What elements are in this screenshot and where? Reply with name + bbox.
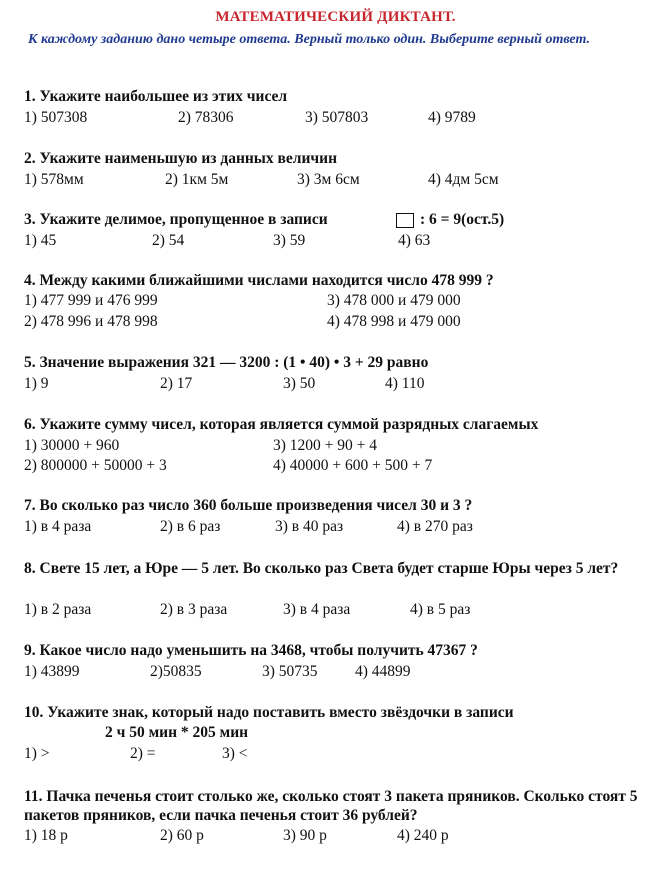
q11-option-4: 4) 240 р	[397, 827, 449, 844]
q2-option-2: 2) 1км 5м	[165, 171, 229, 188]
worksheet-title: МАТЕМАТИЧЕСКИЙ ДИКТАНТ.	[215, 9, 456, 25]
q9-option-4: 4) 44899	[355, 663, 411, 680]
q9-option-1: 1) 43899	[24, 663, 80, 680]
q10-option-3: 3) <	[222, 745, 248, 762]
q1-option-4: 4) 9789	[428, 109, 476, 126]
q4-option-1: 1) 477 999 и 476 999	[24, 292, 158, 309]
question-3: 3. Укажите делимое, пропущенное в записи	[24, 211, 328, 228]
q8-option-1: 1) в 2 раза	[24, 601, 92, 618]
q5-option-3: 3) 50	[283, 375, 316, 392]
q1-option-3: 3) 507803	[305, 109, 369, 126]
q5-option-1: 1) 9	[24, 375, 49, 392]
q6-option-4: 4) 40000 + 600 + 500 + 7	[273, 457, 433, 474]
question-5: 5. Значение выражения 321 — 3200 : (1 • 40) • 3 + 29 равно	[24, 354, 429, 371]
q10-option-2: 2) =	[130, 745, 156, 762]
q8-option-3: 3) в 4 раза	[283, 601, 351, 618]
q3-option-3: 3) 59	[273, 232, 306, 249]
q11-option-3: 3) 90 р	[283, 827, 327, 844]
q3-option-2: 2) 54	[152, 232, 185, 249]
q4-option-3: 3) 478 000 и 479 000	[327, 292, 461, 309]
q11-option-1: 1) 18 р	[24, 827, 68, 844]
q10-option-1: 1) >	[24, 745, 50, 762]
question-10: 10. Укажите знак, который надо поставить вместо звёздочки в записи	[24, 704, 514, 721]
missing-number-box	[396, 213, 414, 228]
q9-option-2: 2)50835	[150, 663, 202, 680]
q4-option-2: 2) 478 996 и 478 998	[24, 313, 158, 330]
q1-option-2: 2) 78306	[178, 109, 234, 126]
q2-option-3: 3) 3м 6см	[297, 171, 360, 188]
q11-option-2: 2) 60 р	[160, 827, 204, 844]
question-2: 2. Укажите наименьшую из данных величин	[24, 150, 338, 167]
question-11: 11. Пачка печенья стоит столько же, сколько стоят 3 пакета пряников. Сколько стоят 5 пакетов пряников, если пачка печенья стоит 36 рублей?	[24, 788, 638, 824]
q1-option-1: 1) 507308	[24, 109, 88, 126]
q7-option-1: 1) в 4 раза	[24, 518, 92, 535]
q6-option-2: 2) 800000 + 50000 + 3	[24, 457, 167, 474]
q5-option-4: 4) 110	[385, 375, 425, 392]
question-7: 7. Во сколько раз число 360 больше произведения чисел 30 и 3 ?	[24, 497, 473, 514]
q4-option-4: 4) 478 998 и 479 000	[327, 313, 461, 330]
instructions: К каждому заданию дано четыре ответа. Верный только один. Выберите верный ответ.	[28, 32, 591, 47]
question-8: 8. Свете 15 лет, а Юре — 5 лет. Во сколько раз Света будет старше Юры через 5 лет?	[24, 560, 619, 577]
q2-option-1: 1) 578мм	[24, 171, 84, 188]
q5-option-2: 2) 17	[160, 375, 193, 392]
question-4: 4. Между какими ближайшими числами находится число 478 999 ?	[24, 272, 494, 289]
q3-option-4: 4) 63	[398, 232, 431, 249]
q6-option-1: 1) 30000 + 960	[24, 437, 120, 454]
q10-expression: 2 ч 50 мин * 205 мин	[105, 724, 249, 741]
q6-option-3: 3) 1200 + 90 + 4	[273, 437, 378, 454]
question-1: 1. Укажите наибольшее из этих чисел	[24, 88, 288, 105]
q7-option-2: 2) в 6 раз	[160, 518, 221, 535]
q2-option-4: 4) 4дм 5см	[428, 171, 499, 188]
q7-option-3: 3) в 40 раз	[275, 518, 344, 535]
question-6: 6. Укажите сумму чисел, которая является суммой разрядных слагаемых	[24, 416, 539, 433]
q3-option-1: 1) 45	[24, 232, 57, 249]
q8-option-4: 4) в 5 раз	[410, 601, 471, 618]
question-9: 9. Какое число надо уменьшить на 3468, чтобы получить 47367 ?	[24, 642, 478, 659]
q3-expression: : 6 = 9(ост.5)	[420, 211, 505, 228]
q7-option-4: 4) в 270 раз	[397, 518, 473, 535]
q8-option-2: 2) в 3 раза	[160, 601, 228, 618]
q9-option-3: 3) 50735	[262, 663, 318, 680]
